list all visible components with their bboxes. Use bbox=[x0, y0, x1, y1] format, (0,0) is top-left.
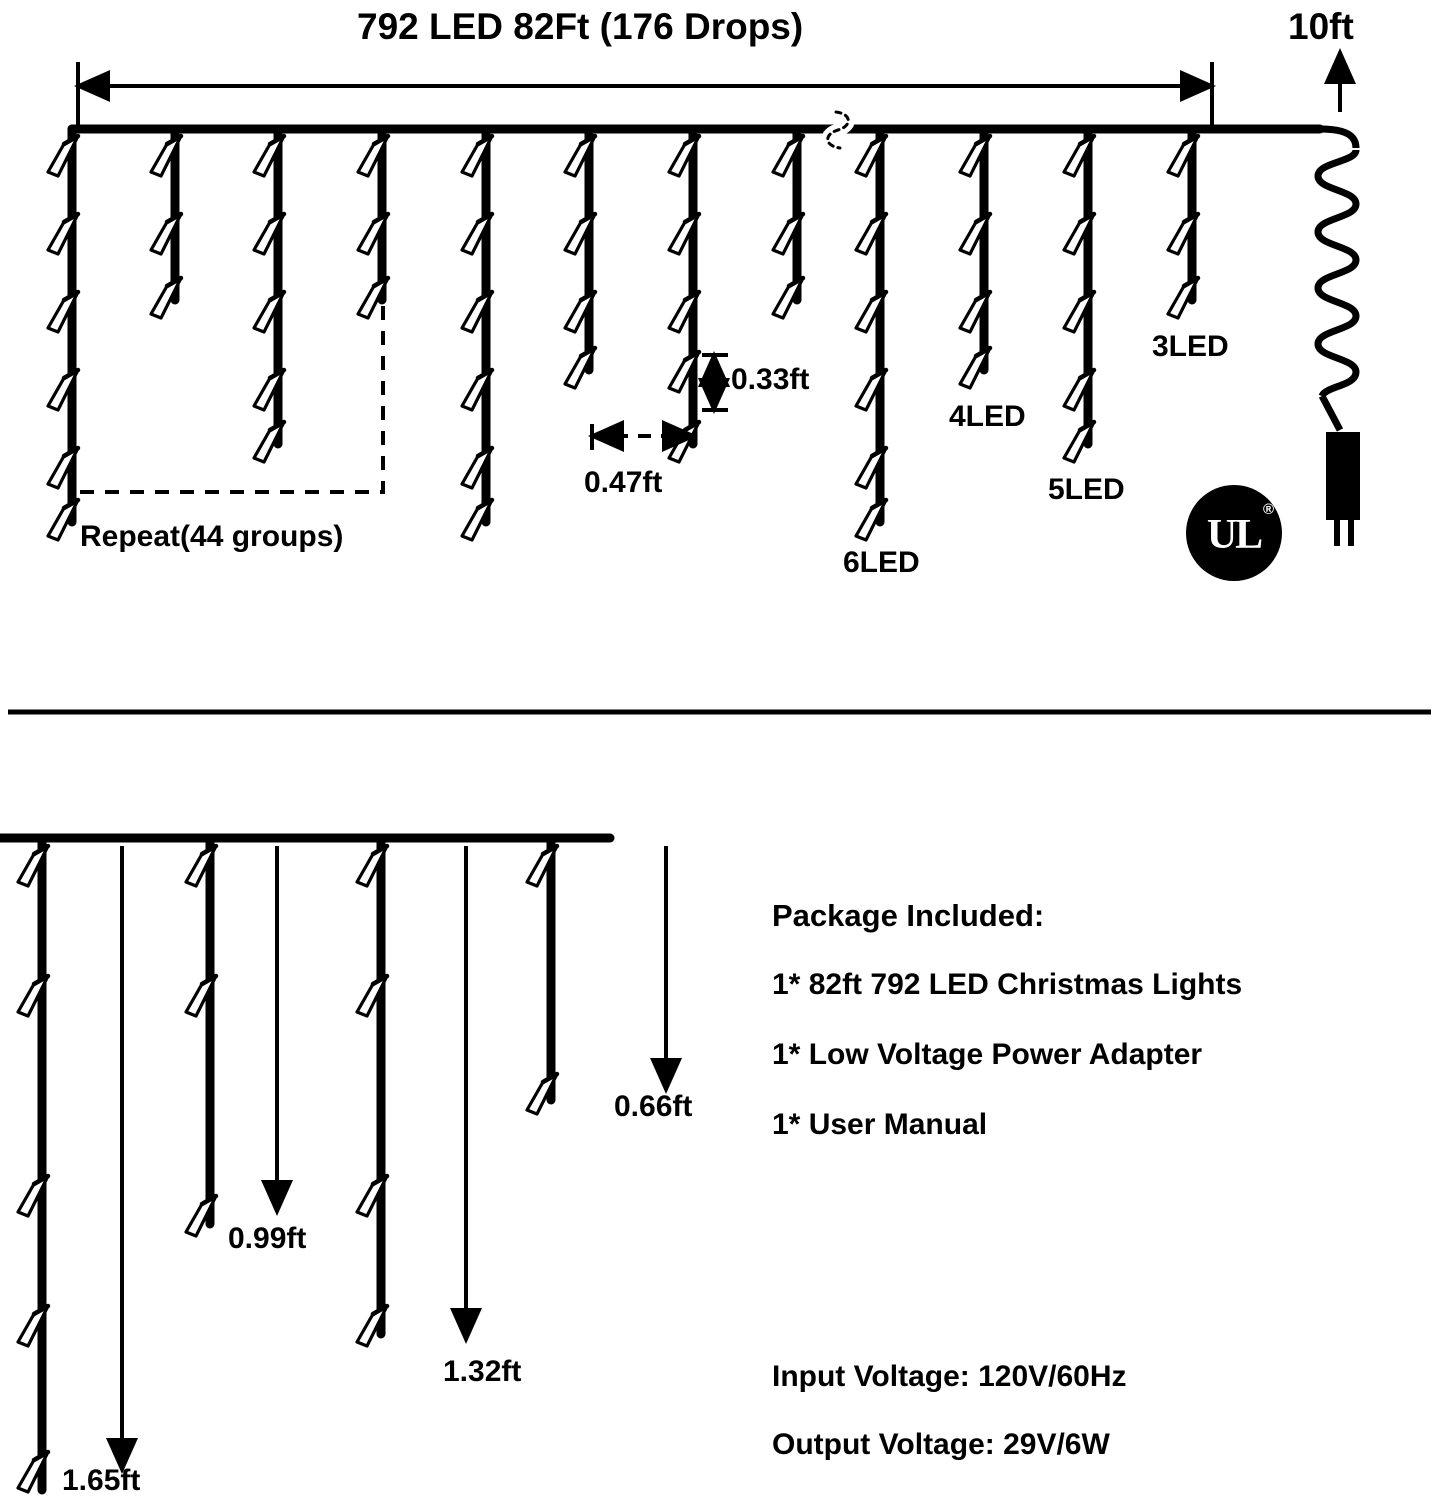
repeat-group-box bbox=[80, 305, 383, 492]
power-adapter bbox=[1326, 432, 1360, 546]
lead-length-label: 10ft bbox=[1288, 6, 1354, 47]
drop-strand bbox=[960, 129, 990, 388]
drop-strand bbox=[565, 129, 595, 388]
package-heading: Package Included: bbox=[772, 898, 1045, 933]
detail-drop-strand bbox=[527, 838, 557, 1114]
bulb-spacing-callout bbox=[702, 355, 728, 410]
drop-strand bbox=[856, 129, 886, 540]
drop-strand bbox=[358, 129, 388, 318]
drop-strand bbox=[1064, 129, 1094, 462]
power-cord-coil bbox=[1318, 129, 1356, 430]
drop-strand bbox=[151, 129, 181, 318]
detail-drop-099-label: 0.99ft bbox=[228, 1222, 307, 1255]
package-item: 1* User Manual bbox=[772, 1108, 988, 1141]
ul-registered-mark: ® bbox=[1262, 501, 1274, 518]
drop-strand bbox=[48, 129, 78, 540]
drop-strand bbox=[773, 129, 803, 318]
drop-strand bbox=[462, 129, 492, 540]
led-count-4-label: 4LED bbox=[949, 400, 1026, 433]
detail-drop-strand bbox=[18, 838, 48, 1492]
top-dimension-arrow bbox=[78, 62, 1212, 130]
package-item: 1* 82ft 792 LED Christmas Lights bbox=[772, 968, 1243, 1001]
detail-drop-066-label: 0.66ft bbox=[614, 1090, 693, 1123]
detail-drop-strand bbox=[357, 838, 387, 1346]
drop-strand bbox=[1168, 129, 1198, 318]
detail-drop-165-label: 1.65ft bbox=[62, 1464, 141, 1497]
drop-spacing-label: 0.47ft bbox=[584, 466, 663, 499]
input-voltage-label: Input Voltage: 120V/60Hz bbox=[772, 1360, 1127, 1393]
led-count-6-label: 6LED bbox=[843, 546, 920, 579]
bulb-spacing-label: 0.33ft bbox=[731, 363, 810, 396]
output-voltage-label: Output Voltage: 29V/6W bbox=[772, 1428, 1110, 1461]
wire-break-symbol bbox=[828, 112, 849, 148]
ul-badge-text: UL bbox=[1206, 512, 1262, 558]
led-count-5-label: 5LED bbox=[1048, 473, 1125, 506]
detail-drop-strand bbox=[186, 838, 216, 1236]
ul-certification-badge bbox=[1186, 485, 1282, 581]
diagram-title: 792 LED 82Ft (176 Drops) bbox=[357, 6, 804, 47]
detail-drop-132-label: 1.32ft bbox=[443, 1355, 522, 1388]
repeat-group-label: Repeat(44 groups) bbox=[80, 520, 344, 553]
led-count-3-label: 3LED bbox=[1152, 330, 1229, 363]
package-item: 1* Low Voltage Power Adapter bbox=[772, 1038, 1203, 1071]
drop-strand bbox=[669, 129, 699, 462]
drop-strand bbox=[254, 129, 284, 462]
